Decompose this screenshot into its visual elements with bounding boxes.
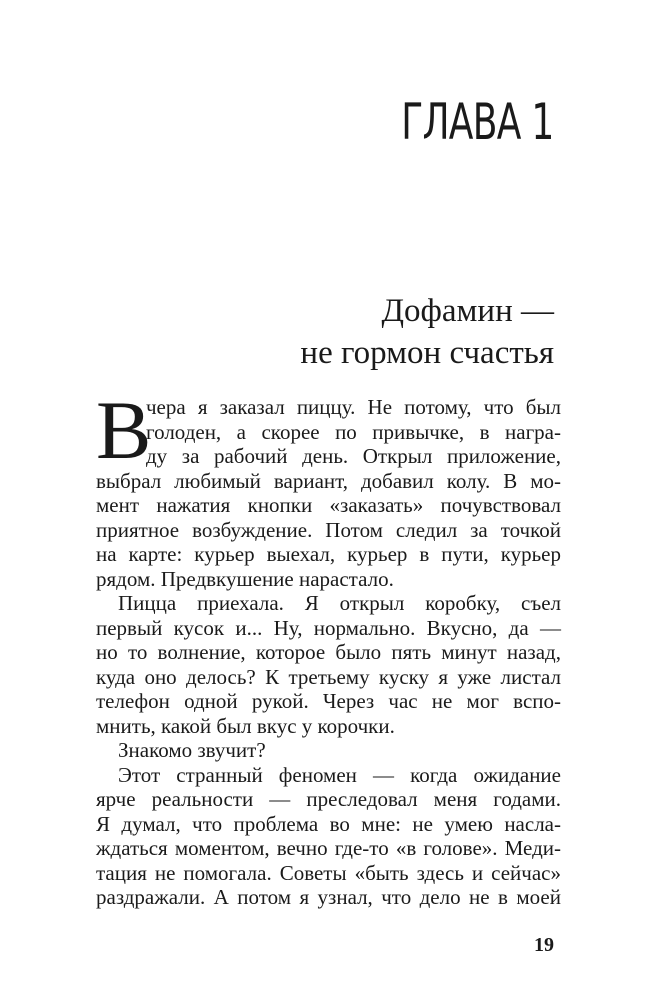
text-line: телефон одной рукой. Через час не мог вспо-: [96, 689, 561, 713]
body-text: [96, 395, 561, 910]
text-line: Этот странный феномен — когда ожидание: [118, 762, 561, 787]
text-line: Знакомо звучит?: [118, 738, 266, 762]
text-line: ярче реальности — преследовал меня годами.: [96, 787, 561, 811]
chapter-title: [94, 290, 554, 374]
text-line: ждаться моментом, вечно где-то «в голове». Меди-: [96, 836, 561, 860]
text-line: первый кусок и... Ну, нормально. Вкусно, да —: [96, 615, 561, 640]
text-line: выбрал любимый вариант, добавил колу. В мо-: [96, 468, 561, 493]
paragraph: [96, 591, 561, 738]
text-line: голоден, а скорее по привычке, в награ-: [146, 419, 561, 444]
text-line: ду за рабочий день. Открыл приложение,: [146, 444, 561, 468]
chapter-title-line: Дофамин —: [381, 293, 554, 329]
paragraph: [96, 763, 561, 910]
drop-cap: В: [96, 384, 152, 476]
chapter-label: ГЛАВА 1: [401, 93, 554, 151]
text-line: раздражали. А потом я узнал, что дело не в моей: [96, 885, 561, 909]
text-line: на карте: курьер выехал, курьер в пути, курьер: [96, 542, 561, 566]
text-line: тация не помогала. Советы «быть здесь и сейчас»: [96, 860, 561, 885]
text-line: чера я заказал пиццу. Не потому, что был: [146, 395, 561, 419]
text-line: Я думал, что проблема во мне: не умею насла-: [96, 811, 561, 836]
chapter-title-line: не гормон счастья: [300, 335, 554, 371]
text-line: но то волнение, которое было пять минут назад,: [96, 640, 561, 664]
text-line: рядом. Предвкушение нарастало.: [96, 566, 394, 591]
text-line: мент нажатия кнопки «заказать» почувствовал: [96, 493, 561, 517]
text-line: Пицца приехала. Я открыл коробку, съел: [118, 591, 561, 615]
paragraph: [96, 395, 561, 591]
text-line: мнить, какой был вкус у корочки.: [96, 713, 395, 738]
text-line: приятное возбуждение. Потом следил за точкой: [96, 517, 561, 542]
page-number: 19: [534, 934, 554, 956]
text-line: куда оно делось? К третьему куску я уже листал: [96, 664, 561, 689]
paragraph: [96, 738, 561, 763]
